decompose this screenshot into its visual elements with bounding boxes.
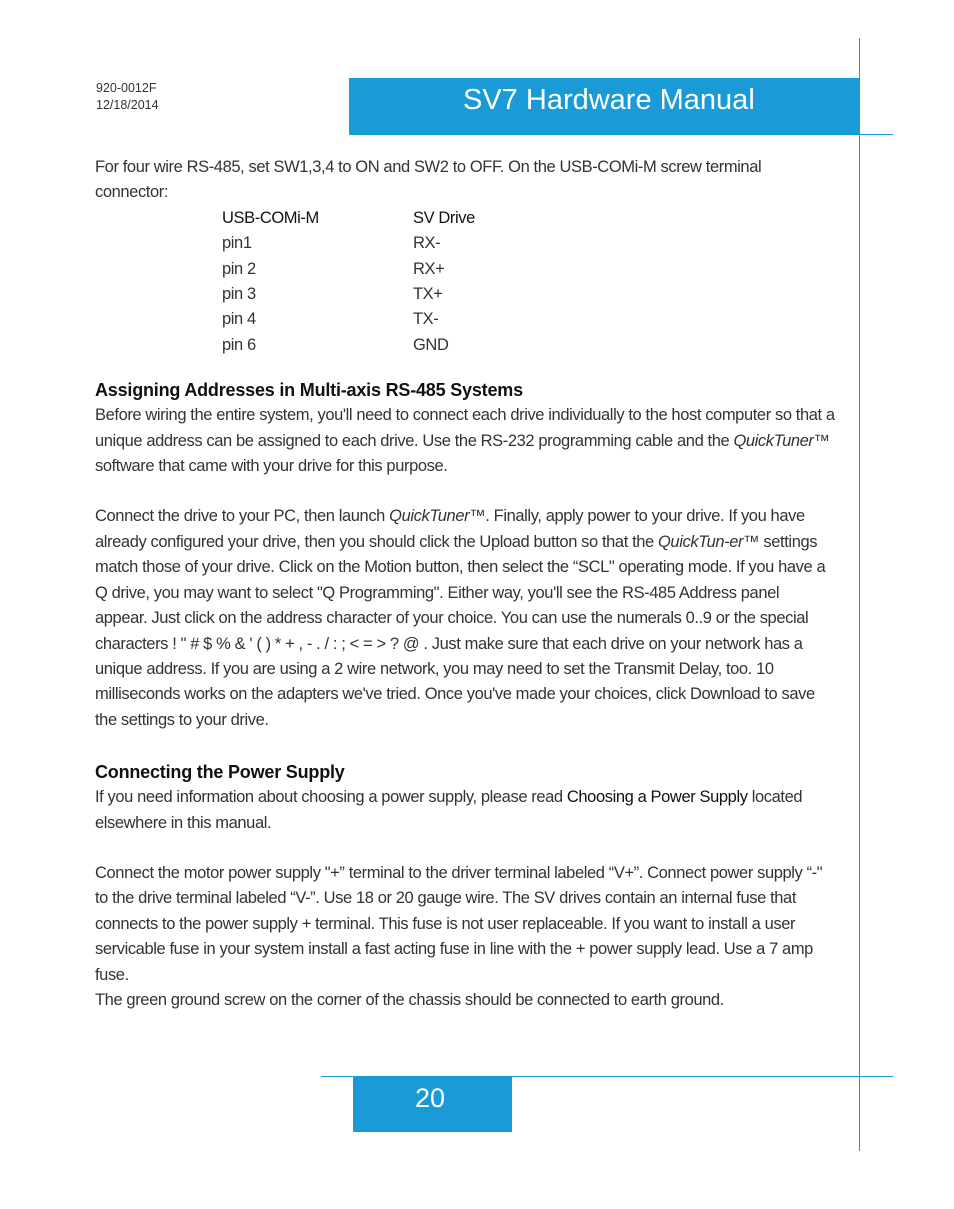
product-name: QuickTuner™ (389, 507, 486, 526)
page-content (95, 155, 835, 1013)
table-row (222, 282, 475, 307)
table-cell: pin 4 (222, 310, 256, 329)
pin-mapping-table (222, 206, 475, 358)
header-title-bar (349, 78, 859, 134)
table-cell: RX- (413, 234, 441, 253)
intro-paragraph: For four wire RS-485, set SW1,3,4 to ON and SW2 to OFF. On the USB-COMi-M screw terminal connector: (95, 158, 762, 202)
column-header: SV Drive (413, 208, 475, 227)
power-paragraph-2: Connect the motor power supply "+” terminal to the driver terminal labeled “V+”. Connect power supply “-" to the drive terminal labeled “V-”. Use 18 or 20 gauge wire. The SV drives contain an internal fuse that connects to the power supply + terminal. This fuse is not user replaceable. If you want to install a user servicable fuse in your system install a fast acting fuse in line with the + power supply lead. Use a 7 amp fuse. (95, 863, 823, 984)
table-header-row (222, 206, 475, 231)
doc-date: 12/18/2014 (96, 98, 159, 112)
table-row (222, 231, 475, 256)
section-heading-power: Connecting the Power Supply (95, 762, 345, 783)
page-number-box (353, 1077, 512, 1132)
table-cell: pin 3 (222, 285, 256, 304)
vertical-rule (859, 38, 860, 1151)
section-heading-addresses: Assigning Addresses in Multi-axis RS-485 Systems (95, 380, 523, 401)
page-number: 20 (415, 1083, 446, 1113)
manual-title: SV7 Hardware Manual (463, 84, 755, 116)
power-paragraph-3: The green ground screw on the corner of the chassis should be connected to earth ground. (95, 990, 724, 1009)
table-cell: pin 2 (222, 259, 256, 278)
addresses-paragraph-2: Connect the drive to your PC, then launch QuickTuner™. Finally, apply power to your drive. If you have already configured your drive, then you should click the Upload button so that the QuickTun-er™ settings match those of your drive. Click on the Motion button, then select the “SCL" operating mode. If you have a Q drive, you may want to select "Q Programming". Either way, you'll see the RS-485 Address panel appear. Just click on the address character of your choice. You can use the numerals 0..9 or the special characters ! " # $ % & ' ( ) * + , - . / : ; < = > ? @ . Just make sure that each drive on your network has a unique address. If you are using a 2 wire network, you may need to set the Transmit Delay, too. 10 milliseconds works on the adapters we've tried. Once you've made your choices, click Download to save the settings to your drive. (95, 507, 826, 729)
table-row (222, 257, 475, 282)
doc-number: 920-0012F (96, 81, 157, 95)
table-row (222, 333, 475, 358)
product-name: QuickTuner™ (733, 431, 830, 450)
header-rule (349, 134, 893, 135)
table-cell: pin 6 (222, 335, 256, 354)
doc-identifier (96, 80, 159, 114)
addresses-paragraph-1: Before wiring the entire system, you'll need to connect each drive individually to the host computer so that a unique address can be assigned to each drive. Use the RS-232 programming cable and the QuickTuner™ software that came with your drive for this purpose. (95, 406, 835, 476)
product-name: QuickTun-er™ (658, 532, 760, 551)
table-cell: pin1 (222, 234, 252, 253)
column-header: USB-COMi-M (222, 208, 319, 227)
table-cell: RX+ (413, 259, 445, 278)
table-cell: TX+ (413, 285, 443, 304)
power-paragraph-1: If you need information about choosing a power supply, please read Choosing a Power Supply located elsewhere in this manual. (95, 788, 803, 832)
table-cell: TX- (413, 310, 439, 329)
table-cell: GND (413, 335, 449, 354)
table-row (222, 307, 475, 332)
power-supply-link[interactable]: Choosing a Power Supply (566, 788, 748, 807)
